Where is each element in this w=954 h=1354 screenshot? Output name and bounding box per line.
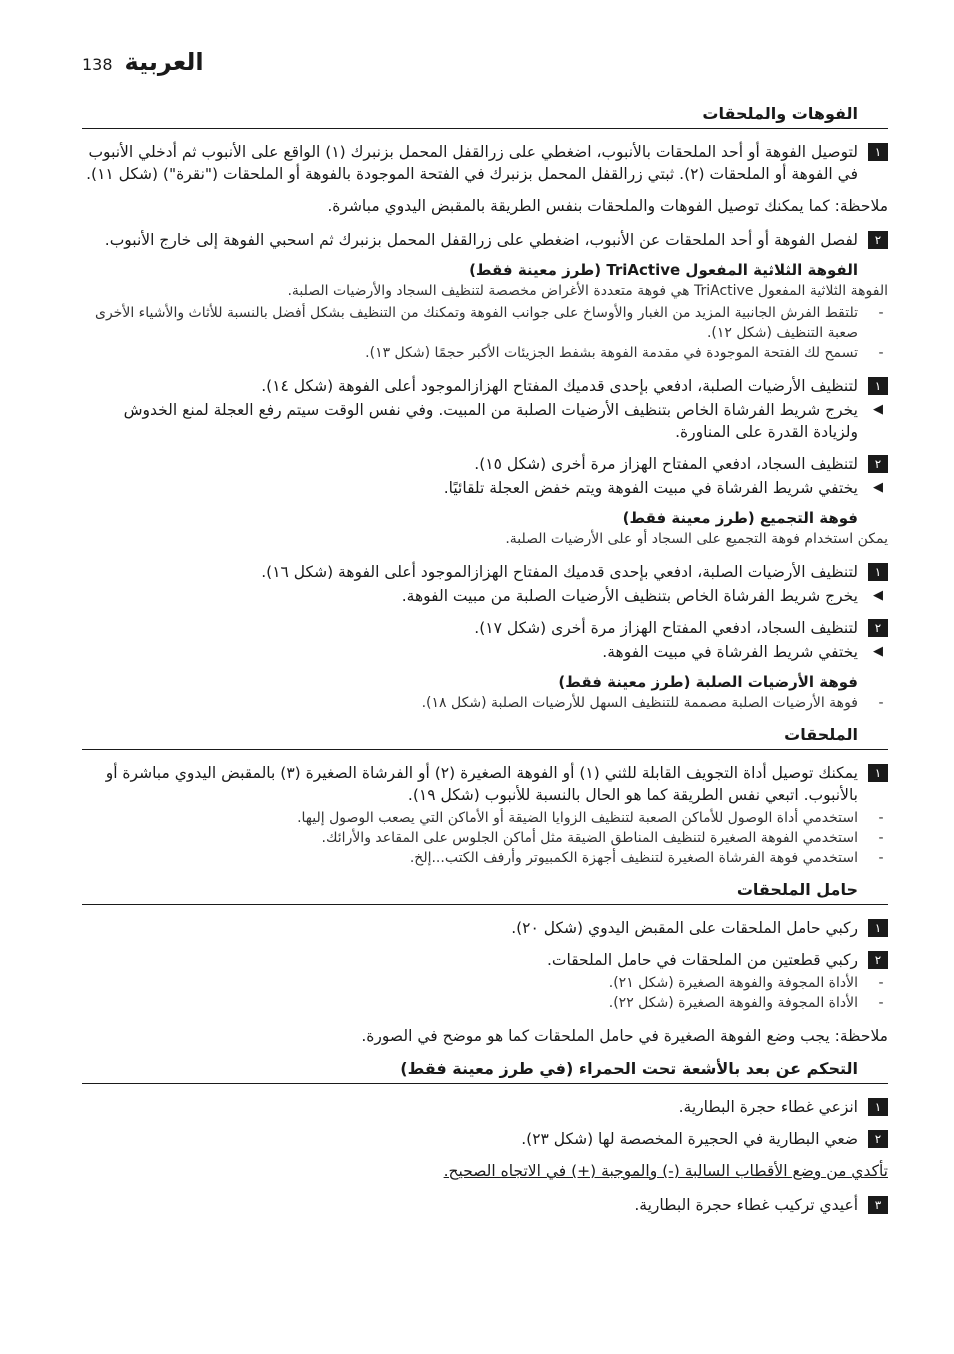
step-number: ٢ <box>868 951 888 969</box>
step-text: انزعي غطاء حجرة البطارية. <box>678 1098 858 1116</box>
step-text: ركبي قطعتين من الملحقات في حامل الملحقات. <box>546 951 858 969</box>
bullet-arrow-icon: ◀ <box>873 402 883 417</box>
dash-icon: - <box>878 695 884 711</box>
document-body <box>82 104 888 1226</box>
step-number: ١ <box>868 919 888 937</box>
dash-text: استخدمي أداة الوصول للأماكن الصعبة لتنظيف الزوايا الضيقة أو الأماكن التي يصعب الوصول إليها. <box>297 810 858 826</box>
step-number: ١ <box>868 143 888 161</box>
dash-icon: - <box>878 995 884 1011</box>
step <box>82 917 888 939</box>
result-text: يختفي شريط الفرشاة في مبيت الفوهة. <box>602 643 858 661</box>
dash-item <box>82 848 888 868</box>
dash-item <box>82 973 888 993</box>
subsection-intro: يمكن استخدام فوهة التجميع على السجاد أو على الأرضيات الصلبة. <box>505 531 888 547</box>
step-number: ١ <box>868 377 888 395</box>
dash-text: استخدمي الفوهة الصغيرة لتنظيف المناطق الضيقة مثل أماكن الجلوس على المقاعد والأرائك. <box>321 830 858 846</box>
section-title-accessories: الملحقات <box>784 725 858 744</box>
section-divider <box>82 128 888 129</box>
section-divider <box>82 1083 888 1084</box>
step-text: لتنظيف السجاد، ادفعي المفتاح الهزاز مرة أخرى (شكل ١٧). <box>474 619 858 637</box>
section-divider <box>82 749 888 750</box>
result-item <box>82 399 888 443</box>
step <box>82 229 888 251</box>
result-item <box>82 641 888 663</box>
section-title-holder: حامل الملحقات <box>736 880 858 899</box>
result-item <box>82 585 888 607</box>
bullet-arrow-icon: ◀ <box>873 588 883 603</box>
step-text: لفصل الفوهة أو أحد الملحقات عن الأنبوب، اضغطي على زرالقفل المحمل بزنبرك ثم اسحبي الفوهة إلى خارج الأنبوب. <box>104 231 858 249</box>
polarity-warning: تأكدي من وضع الأقطاب السالبة (-) والموجبة (+) في الاتجاه الصحيح. <box>443 1162 888 1180</box>
step <box>82 141 888 185</box>
step-number: ١ <box>868 563 888 581</box>
step-number: ٢ <box>868 455 888 473</box>
step-number: ١ <box>868 764 888 782</box>
step <box>82 375 888 397</box>
step-number: ١ <box>868 1098 888 1116</box>
subsection-title-hardfloor: فوهة الأرضيات الصلبة (طرز معينة فقط) <box>558 673 858 691</box>
step <box>82 617 888 639</box>
step-number: ٣ <box>868 1196 888 1214</box>
dash-icon: - <box>878 830 884 846</box>
dash-item <box>82 343 888 363</box>
dash-item <box>82 693 888 713</box>
subsection-intro: الفوهة الثلاثية المفعول TriActive هي فوهة متعددة الأغراض مخصصة لتنظيف السجاد والأرضيات الصلبة. <box>287 283 888 299</box>
note: ملاحظة: يجب وضع الفوهة الصغيرة في حامل الملحقات كما هو موضح في الصورة. <box>361 1027 888 1045</box>
subsection-title-collect: فوهة التجميع (طرز معينة فقط) <box>622 509 858 527</box>
section-title-remote: التحكم عن بعد بالأشعة تحت الحمراء (في طرز معينة فقط) <box>400 1059 858 1078</box>
dash-item <box>82 993 888 1013</box>
dash-text: الأداة المجوفة والفوهة الصغيرة (شكل ٢١). <box>608 975 858 991</box>
result-text: يختفي شريط الفرشاة في مبيت الفوهة ويتم خفض العجلة تلقائيًا. <box>443 479 858 497</box>
note: ملاحظة: كما يمكنك توصيل الفوهات والملحقات بنفس الطريقة بالمقبض اليدوي مباشرة. <box>327 197 888 215</box>
step <box>82 949 888 971</box>
step-text: لتنظيف الأرضيات الصلبة، ادفعي بإحدى قدميك المفتاح الهزازالموجود أعلى الفوهة (شكل ١٤). <box>261 377 858 395</box>
bullet-arrow-icon: ◀ <box>873 480 883 495</box>
page-language-title: العربية <box>124 48 204 76</box>
step <box>82 561 888 583</box>
step-number: ٢ <box>868 1130 888 1148</box>
dash-icon: - <box>878 345 884 361</box>
dash-item <box>82 303 888 343</box>
bullet-arrow-icon: ◀ <box>873 644 883 659</box>
step <box>82 1194 888 1216</box>
step-text: أعيدي تركيب غطاء حجرة البطارية. <box>634 1196 858 1214</box>
step-text: لتنظيف السجاد، ادفعي المفتاح الهزاز مرة أخرى (شكل ١٥). <box>474 455 858 473</box>
dash-icon: - <box>878 810 884 826</box>
dash-text: تلتقط الفرش الجانبية المزيد من الغبار والأوساخ على جوانب الفوهة وتمكنك من التنظيف بشكل أفضل بالنسبة للأثاث والأشياء الأخرى صعبة التنظيف (شكل ١٢). <box>95 305 858 341</box>
page-header <box>82 48 204 76</box>
step-text: يمكنك توصيل أداة التجويف القابلة للثني (١) أو الفوهة الصغيرة (٢) أو الفرشاة الصغيرة (٣) بالمقبض اليدوي مباشرة أو بالأنبوب. اتبعي نفس الطريقة كما هو الحال بالنسبة للأنبوب (شكل ١٩). <box>105 764 858 804</box>
dash-icon: - <box>878 305 884 321</box>
dash-icon: - <box>878 850 884 866</box>
step <box>82 453 888 475</box>
step <box>82 1096 888 1118</box>
page-number: 138 <box>82 55 113 74</box>
step <box>82 1128 888 1150</box>
dash-text: فوهة الأرضيات الصلبة مصممة للتنظيف السهل للأرضيات الصلبة (شكل ١٨). <box>421 695 858 711</box>
step-text: ضعي البطارية في الحجيرة المخصصة لها (شكل ٢٣). <box>521 1130 858 1148</box>
dash-text: استخدمي فوهة الفرشاة الصغيرة لتنظيف أجهزة الكمبيوتر وأرفف الكتب...إلخ. <box>409 850 858 866</box>
result-item <box>82 477 888 499</box>
step-number: ٢ <box>868 231 888 249</box>
section-divider <box>82 904 888 905</box>
dash-text: تسمح لك الفتحة الموجودة في مقدمة الفوهة بشفط الجزيئات الأكبر حجمًا (شكل ١٣). <box>365 345 858 361</box>
dash-item <box>82 828 888 848</box>
dash-text: الأداة المجوفة والفوهة الصغيرة (شكل ٢٢). <box>608 995 858 1011</box>
dash-icon: - <box>878 975 884 991</box>
step-number: ٢ <box>868 619 888 637</box>
step-text: ركبي حامل الملحقات على المقبض اليدوي (شكل ٢٠). <box>511 919 858 937</box>
result-text: يخرج شريط الفرشاة الخاص بتنظيف الأرضيات الصلبة من مبيت الفوهة. <box>401 587 858 605</box>
result-text: يخرج شريط الفرشاة الخاص بتنظيف الأرضيات الصلبة من المبيت. وفي نفس الوقت سيتم رفع العجلة لمنع الخدوش ولزيادة القدرة على المناورة. <box>123 401 858 441</box>
step <box>82 762 888 806</box>
section-title-nozzles: الفوهات والملحقات <box>702 104 858 123</box>
step-text: لتوصيل الفوهة أو أحد الملحقات بالأنبوب، اضغطي على زرالقفل المحمل بزنبرك (١) الواقع على الأنبوب ثم أدخلي الأنبوب في الفوهة أو الملحقات (٢). ثبتي زرالقفل المحمل بزنبرك في الفتحة الموجودة بالفوهة أو الملحقات ("نقرة") (شكل ١١). <box>86 143 858 183</box>
step-text: لتنظيف الأرضيات الصلبة، ادفعي بإحدى قدميك المفتاح الهزازالموجود أعلى الفوهة (شكل ١٦). <box>261 563 858 581</box>
subsection-title-triactive: الفوهة الثلاثية المفعول TriActive (طرز معينة فقط) <box>469 261 858 279</box>
dash-item <box>82 808 888 828</box>
